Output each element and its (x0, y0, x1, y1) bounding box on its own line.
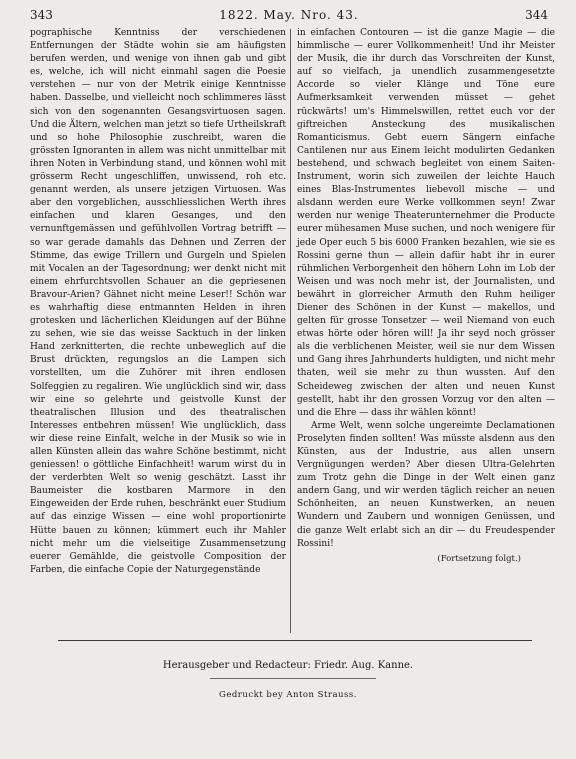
printer-line: Gedruckt bey Anton Strauss. (219, 690, 357, 700)
left-column-text: pographische Kenntniss der verschiedenen Entfernungen der Städte wohin sie am häufigsten berufen werden, und wenige von ihnen gab und gibt es, welche, ich will nicht einmahl sagen die Poesie verstehen — nur von der Metrik einige Kenntnisse haben. Dasselbe, und vielleicht noch schlimmeres lässt sich von den sogenannten Gesangsvirtuosen sagen. Und die Ältern, welchen man jetzt so tiefe Urtheilskraft und so hohe Philosophie zuschreibt, waren die grössten Ignoranten in allem was nicht unmittelbar mit ihren Noten in Verbindung stand, und können wohl mit grösserm Recht ungeschliffen, unwissend, roh etc. genannt werden, als unsere jetzigen Virtuosen. Was aber den vorgeblichen, ausschliesslichen Werth ihres einfachen und klaren Gesanges, und den vernunftgemässen und gefühlvollen Vortrag betrifft — so war gerade damahls das Dehnen und Zerren der Stimme, das ewige Trillern und Gurgeln und Spielen mit Vocalen an der Tagesordnung; wer denkt nicht mit einem ehrfurchtsvollen Schauer an die gepriesenen Bravour-Arien? Gähnet nicht meine Leser!! Schön war es wahrhaftig diese entmannten Helden in ihren grotesken und lächerlichen Kleidungen auf der Bühne zu sehen, wie sie das weisse Sacktuch in der linken Hand zerknitterten, die rechte unbeweglich auf die Brust drückten, regungslos an die Lampen sich vorstellten, um die Zuhörer mit ihren endlosen Solfeggien zu regaliren. Wie unglücklich sind wir, dass wir eine so gelehrte und geistvolle Kunst der theatralischen Illusion und des theatralischen Interesses entbehren müssen! Wie unglücklich, dass wir diese reine Einfalt, welche in der Musik so wie in allen Künsten allein das wahre Schöne bestimmt, nicht geniessen! o göttliche Einfachheit! warum wirst du in der verderbten Welt so wenig geschätzt. Lasst ihr Baumeister die kostbaren Marmore in den Eingeweiden der Erde ruhen, beschränkt euer Studium auf das einzige Wissen — eine wohl proportionirte Hütte bauen zu können; kümmert euch ihr Mahler nicht mehr um die vielseitige Zusammensetzung euerer Gemählde, die geistvolle Composition der Farben, die einfache Copie der Naturgegenstände (30, 28, 286, 575)
right-column (297, 27, 555, 566)
left-column (30, 27, 286, 577)
issue-date: 1822. May. Nro. 43. (219, 8, 359, 22)
right-paragraph-2: Arme Welt, wenn solche ungereimte Declamationen Proselyten finden sollten! Was müsste alsdenn aus den Künsten, aus der Industrie, aus allen unsern Vergnügungen werden? Aber diesen Ultra-Gelehrten zum Trotz gehn die Dinge in der Welt einen ganz andern Gang, und wir werden täglich reicher an neuen Schönheiten, an neuen Kunstwerken, an neuen Wundern und Zaubern und wonnigen Genüssen, und die ganze Welt erlabt sich an dir — du Freudespender Rossini! (297, 420, 555, 549)
page-number-right: 344 (525, 8, 548, 22)
imprint-rule (210, 678, 376, 679)
footer-rule (58, 640, 532, 641)
column-divider (290, 29, 291, 633)
page-number-left: 343 (30, 8, 53, 22)
continuation-note: (Fortsetzung folgt.) (437, 553, 521, 564)
editor-imprint: Herausgeber und Redacteur: Friedr. Aug. Kanne. (162, 660, 414, 671)
right-paragraph-1: in einfachen Contouren — ist die ganze Magie — die himmlische — eurer Vollkommenheit! Und ihr Meister der Musik, die ihr durch das Vorschreiten der Kunst, auf so vielfach, ja unendlich zusammengesetzte Accorde so vieler Klänge und Töne eure Aufmerksamkeit verwenden müsset — gehet rückwärts! um's Himmelswillen, rettet euch vor der giftreichen Ansteckung des musikalischen Romanticismus. Gebt euern Sängern einfache Cantilenen nur aus Einem leicht modulirten Gedanken bestehend, und schwach begleitet von einem Saiten-Instrument, worin sich zuweilen der leichte Hauch eines Blas-Instrumentes liebevoll mische — und alsdann werden eure Werke vollkommen seyn! Zwar werden nur wenige Theaterunternehmer die Producte eurer mühesamen Muse suchen, und noch wenigere für jede Oper euch 5 bis 6000 Franken bezahlen, wie sie es Rossini gerne thun — allein dafür habt ihr in eurer rühmlichen Verborgenheit den höhern Lohn im Lob der Weisen und was noch mehr ist, der Journalisten, und bewährt in glorreicher Armuth den Ruhm heiliger Diener des Schönen in der Kunst — makellos, und gelten für grosse Tonsetzer — weil Niemand von euch etwas hörte oder hören will! Ja ihr seyd noch grösser als die verblichenen Meister, weil sie nur dem Wissen und Gang ihres Jahrhunderts huldigten, und nicht mehr thaten, weil sie mehr zu thun wussten. Auf den Scheideweg zwischen der alten und neuen Kunst gestellt, habt ihr den grossen Vorzug vor den alten — und die Ehre — dass ihr wählen könnt! (297, 28, 555, 418)
page-header (30, 8, 548, 24)
